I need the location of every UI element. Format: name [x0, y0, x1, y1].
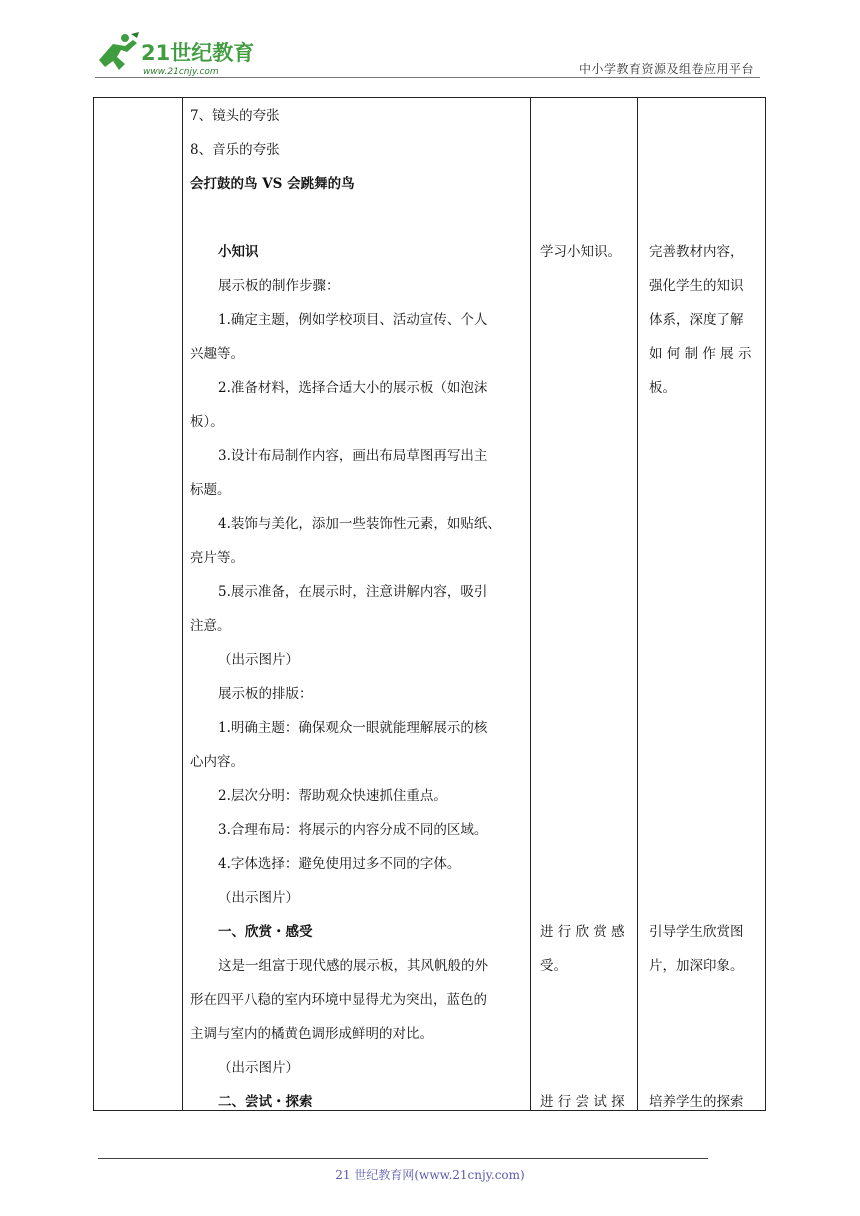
- activity-line: 进 行 欣 赏 感: [540, 924, 625, 940]
- lesson-table: [93, 97, 766, 1111]
- content-line: （出示图片）: [218, 1060, 299, 1076]
- content-line: 主调与室内的橘黄色调形成鲜明的对比。: [190, 1026, 433, 1042]
- activity-line: 学习小知识。: [540, 244, 621, 260]
- content-line: 注意。: [190, 618, 231, 634]
- content-line: 2.层次分明：帮助观众快速抓住重点。: [218, 788, 447, 804]
- content-heading: 一、欣赏・感受: [218, 924, 313, 940]
- footer-divider: [98, 1158, 708, 1159]
- intent-line: 培养学生的探索: [649, 1094, 744, 1110]
- content-line: 亮片等。: [190, 550, 244, 566]
- column-divider-3: [637, 98, 638, 1110]
- logo-text: 21世纪教育: [141, 41, 255, 65]
- content-line: 8、音乐的夸张: [190, 142, 280, 158]
- intent-line: 板。: [649, 380, 676, 396]
- column-divider-1: [182, 98, 183, 1110]
- content-line: 展示板的排版：: [218, 686, 313, 702]
- page-header: [95, 30, 760, 78]
- column-divider-2: [530, 98, 531, 1110]
- content-line: 7、镜头的夸张: [190, 108, 280, 124]
- content-line: 板）。: [190, 414, 224, 430]
- logo-url: www.21cnjy.com: [143, 67, 219, 77]
- running-figure-icon: [99, 32, 139, 70]
- intent-line: 片，加深印象。: [649, 958, 744, 974]
- content-line: 形在四平八稳的室内环境中显得尤为突出，蓝色的: [190, 992, 487, 1008]
- logo-21cnjy: [95, 30, 265, 78]
- intent-line: 强化学生的知识: [649, 278, 744, 294]
- content-line: 心内容。: [190, 754, 244, 770]
- content-line: （出示图片）: [218, 652, 299, 668]
- content-line: （出示图片）: [218, 890, 299, 906]
- content-line: 4.字体选择：避免使用过多不同的字体。: [218, 856, 461, 872]
- intent-line: 如 何 制 作 展 示: [649, 346, 752, 362]
- content-heading: 会打鼓的鸟 VS 会跳舞的鸟: [190, 176, 355, 192]
- content-line: 2.准备材料，选择合适大小的展示板（如泡沫: [218, 380, 488, 396]
- content-line: 3.合理布局：将展示的内容分成不同的区域。: [218, 822, 488, 838]
- content-heading: 二、尝试・探索: [218, 1094, 313, 1110]
- content-heading: 小知识: [218, 244, 259, 260]
- platform-name: 中小学教育资源及组卷应用平台: [578, 62, 754, 76]
- content-line: 5.展示准备，在展示时，注意讲解内容，吸引: [218, 584, 488, 600]
- content-line: 3.设计布局制作内容，画出布局草图再写出主: [218, 448, 488, 464]
- activity-line: 受。: [540, 958, 567, 974]
- intent-line: 引导学生欣赏图: [649, 924, 744, 940]
- content-line: 兴趣等。: [190, 346, 244, 362]
- content-line: 标题。: [190, 482, 231, 498]
- content-line: 展示板的制作步骤：: [218, 278, 340, 294]
- intent-line: 体系，深度了解: [649, 312, 744, 328]
- intent-line: 完善教材内容，: [649, 244, 744, 260]
- content-line: 4.装饰与美化，添加一些装饰性元素，如贴纸、: [218, 516, 501, 532]
- header-divider: [95, 77, 760, 78]
- content-line: 1.明确主题：确保观众一眼就能理解展示的核: [218, 720, 488, 736]
- content-line: 1.确定主题，例如学校项目、活动宣传、个人: [218, 312, 488, 328]
- footer-link[interactable]: 21 世纪教育网(www.21cnjy.com): [335, 1168, 525, 1182]
- activity-line: 进 行 尝 试 探: [540, 1094, 625, 1110]
- content-line: 这是一组富于现代感的展示板，其风帆般的外: [218, 958, 488, 974]
